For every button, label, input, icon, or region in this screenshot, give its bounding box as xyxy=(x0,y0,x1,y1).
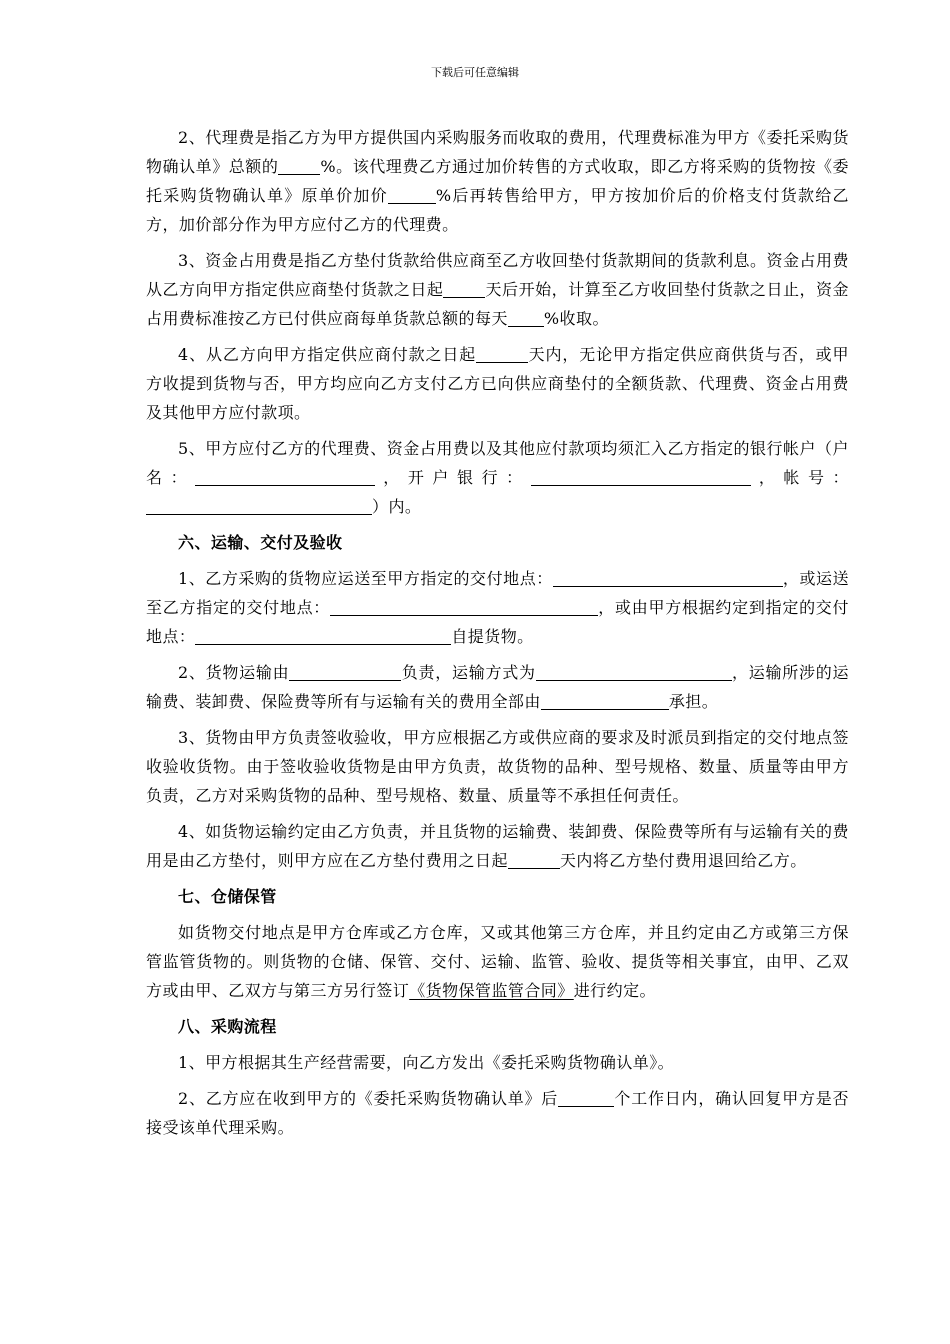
paragraph-procurement-step-1: 1、甲方根据其生产经营需要，向乙方发出《委托采购货物确认单》。 xyxy=(178,1053,675,1072)
blank-line xyxy=(388,185,436,204)
paragraph-bank-account: 5、甲方应付乙方的代理费、资金占用费以及其他应付款项均须汇入乙方指定的银行帐户（户名： ，开户银行： ，帐号：）内。 xyxy=(146,439,850,516)
blank-line xyxy=(443,279,485,298)
section-heading-6: 六、运输、交付及验收 xyxy=(178,533,343,552)
paragraph-procurement-step-2: 2、乙方应在收到甲方的《委托采购货物确认单》后 个工作日内，确认回复甲方是否接受该单代理采购。 xyxy=(146,1089,849,1137)
contract-name-link: 《货物保管监管合同》 xyxy=(409,981,574,1000)
blank-line xyxy=(553,568,783,587)
paragraph-payment-deadline: 4、从乙方向甲方指定供应商付款之日起 天内，无论甲方指定供应商供货与否，或甲方收提到货物与否，甲方均应向乙方支付乙方已向供应商垫付的全额货款、代理费、资金占用费及其他甲方应付款项。 xyxy=(146,345,849,422)
paragraph-inspection: 3、货物由甲方负责签收验收，甲方应根据乙方或供应商的要求及时派员到指定的交付地点签收验收货物。由于签收验收货物是由甲方负责，故货物的品种、型号规格、数量、质量等由甲方负责，乙方对采购货物的品种、型号规格、数量、质量等不承担任何责任。 xyxy=(146,728,849,805)
paragraph-capital-fee: 3、资金占用费是指乙方垫付货款给供应商至乙方收回垫付货款期间的货款利息。资金占用费从乙方向甲方指定供应商垫付货款之日起 天后开始，计算至乙方收回垫付货款之日止，资金占用费标准按乙方已付供应商每单货款总额的每天 %收取。 xyxy=(146,251,849,328)
document-body xyxy=(146,123,849,1142)
paragraph-delivery-location: 1、乙方采购的货物应运送至甲方指定的交付地点： ，或运送至乙方指定的交付地点： ，或由甲方根据约定到指定的交付地点： 自提货物。 xyxy=(146,569,849,646)
paragraph-transport: 2、货物运输由 负责，运输方式为 ，运输所涉的运输费、装卸费、保险费等所有与运输有关的费用全部由 承担。 xyxy=(146,663,849,711)
blank-line xyxy=(508,308,544,327)
blank-line xyxy=(289,662,401,681)
blank-line xyxy=(541,691,669,710)
blank-line xyxy=(278,156,320,175)
blank-line xyxy=(195,626,451,645)
blank-line xyxy=(330,597,598,616)
blank-line xyxy=(558,1088,614,1107)
paragraph-transport-cost-refund: 4、如货物运输约定由乙方负责，并且货物的运输费、装卸费、保险费等所有与运输有关的费用是由乙方垫付，则甲方应在乙方垫付费用之日起 天内将乙方垫付费用退回给乙方。 xyxy=(146,822,849,870)
blank-line xyxy=(508,850,560,869)
blank-line xyxy=(536,662,732,681)
blank-line xyxy=(531,467,751,486)
page-header: 下载后可任意编辑 xyxy=(431,66,519,79)
blank-line xyxy=(195,467,375,486)
blank-line xyxy=(146,496,372,515)
paragraph-agency-fee: 2、代理费是指乙方为甲方提供国内采购服务而收取的费用，代理费标准为甲方《委托采购货物确认单》总额的 %。该代理费乙方通过加价转售的方式收取，即乙方将采购的货物按《委托采购货物确认单》原单价加价 %后再转售给甲方，甲方按加价后的价格支付货款给乙方，加价部分作为甲方应付乙方的代理费。 xyxy=(146,128,850,234)
section-heading-8: 八、采购流程 xyxy=(178,1017,277,1036)
section-heading-7: 七、仓储保管 xyxy=(178,887,277,906)
blank-line xyxy=(476,344,528,363)
paragraph-storage: 如货物交付地点是甲方仓库或乙方仓库，又或其他第三方仓库，并且约定由乙方或第三方保管监管货物的。则货物的仓储、保管、交付、运输、监管、验收、提货等相关事宜，由甲、乙双方或由甲、乙双方与第三方另行签订《货物保管监管合同》进行约定。 xyxy=(146,923,849,1000)
